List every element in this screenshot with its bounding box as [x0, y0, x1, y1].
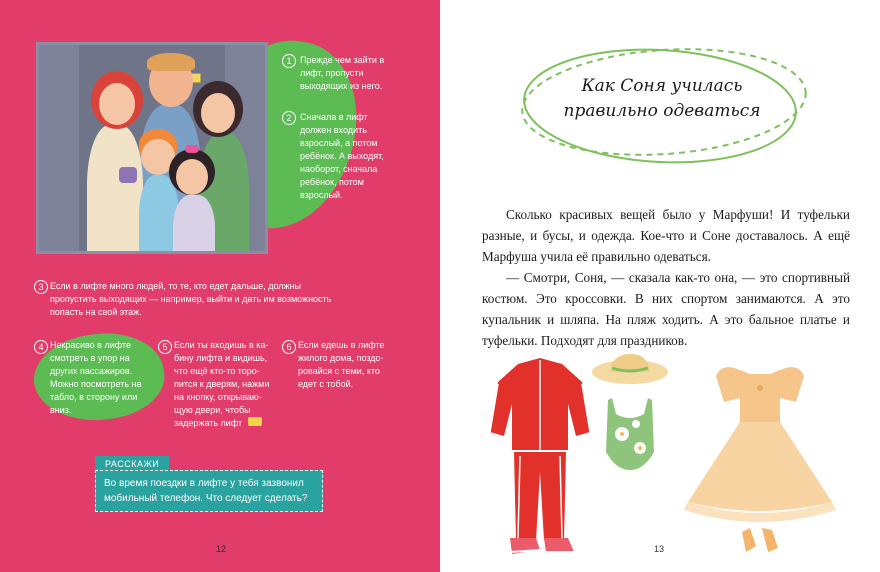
ball-dress-icon — [684, 367, 836, 522]
dress-shoes-icon — [742, 528, 778, 552]
chapter-title-line-1: Как Соня училась — [581, 76, 743, 96]
tip-text-3: Если в лифте много людей, то те, кто едет дальше, должны пропустить выходящих — например, выйти и дать им возможность попасть на свой этаж. — [50, 281, 332, 317]
woman-head — [201, 93, 235, 133]
tip-number-3: 3 — [34, 280, 48, 294]
sneakers-icon — [510, 538, 574, 554]
chapter-title-block — [514, 40, 810, 170]
mother-head — [99, 83, 135, 125]
tip-number-6: 6 — [282, 340, 296, 354]
elevator-door-left — [39, 45, 79, 254]
tip-text-4: Некрасиво в лифте смотреть в упор на других пассажиров. Можно посмотреть на табло, в сторону или вниз. — [50, 340, 142, 415]
elevator-button-icon — [248, 417, 262, 426]
page-number-right: 13 — [654, 544, 665, 554]
elevator-family-illustration — [36, 42, 268, 254]
ask-label: РАССКАЖИ — [95, 456, 169, 473]
story-text — [482, 204, 850, 351]
girl-head — [176, 159, 208, 195]
hair-bow-icon — [185, 145, 199, 153]
tip-text-6: Если едешь в лифте жилого дома, поздоровайся с теми, кто едет с тобой. — [298, 340, 385, 389]
mother-figure — [87, 125, 143, 254]
tip-text-5: Если ты входишь в кабину лифта и видишь, что ещё кто-то торопится к дверям, нажми на кнопку, открывающую двери, чтобы задержать лифт — [174, 340, 270, 428]
handbag-icon — [119, 167, 137, 183]
story-paragraph-2: — Смотри, Соня, — сказала как-то она, — это спортивный костюм. Это кроссовки. В них спортом занимаются. А это купальник и шляпа. На пляж ходить. А это бальное платье и туфельки. Подходят для праздников. — [482, 270, 850, 348]
tracksuit-icon — [490, 358, 590, 540]
chapter-title-line-2: правильно одеваться — [563, 101, 761, 121]
clothing-illustrations — [440, 352, 880, 572]
father-hair — [147, 53, 195, 71]
chapter-title — [514, 74, 810, 124]
tip-text-1: Прежде чем зайти в лифт, пропусти выходящих из него. — [300, 55, 385, 91]
story-paragraph-1: Сколько красивых вещей было у Марфуши! И туфельки разные, и бусы, и одежда. Кое-что и Соне доставалось. А ещё Марфуша учила её правильно одеваться. — [482, 207, 850, 264]
girl-figure — [173, 195, 215, 254]
ask-question-box: Во время поездки в лифте у тебя зазвонил мобильный телефон. Что следует сделать? — [95, 470, 323, 512]
sun-hat-icon — [592, 354, 668, 384]
tip-number-5: 5 — [158, 340, 172, 354]
swimsuit-icon — [606, 398, 654, 470]
tip-number-1: 1 — [282, 54, 296, 68]
right-page — [440, 0, 880, 572]
tip-number-4: 4 — [34, 340, 48, 354]
tip-number-2: 2 — [282, 111, 296, 125]
tip-text-2: Сначала в лифт должен входить взрослый, а потом ребёнок. А выходят, наоборот, сначала ребёнок, потом взрослый. — [300, 112, 384, 200]
page-number-left: 12 — [216, 544, 227, 554]
